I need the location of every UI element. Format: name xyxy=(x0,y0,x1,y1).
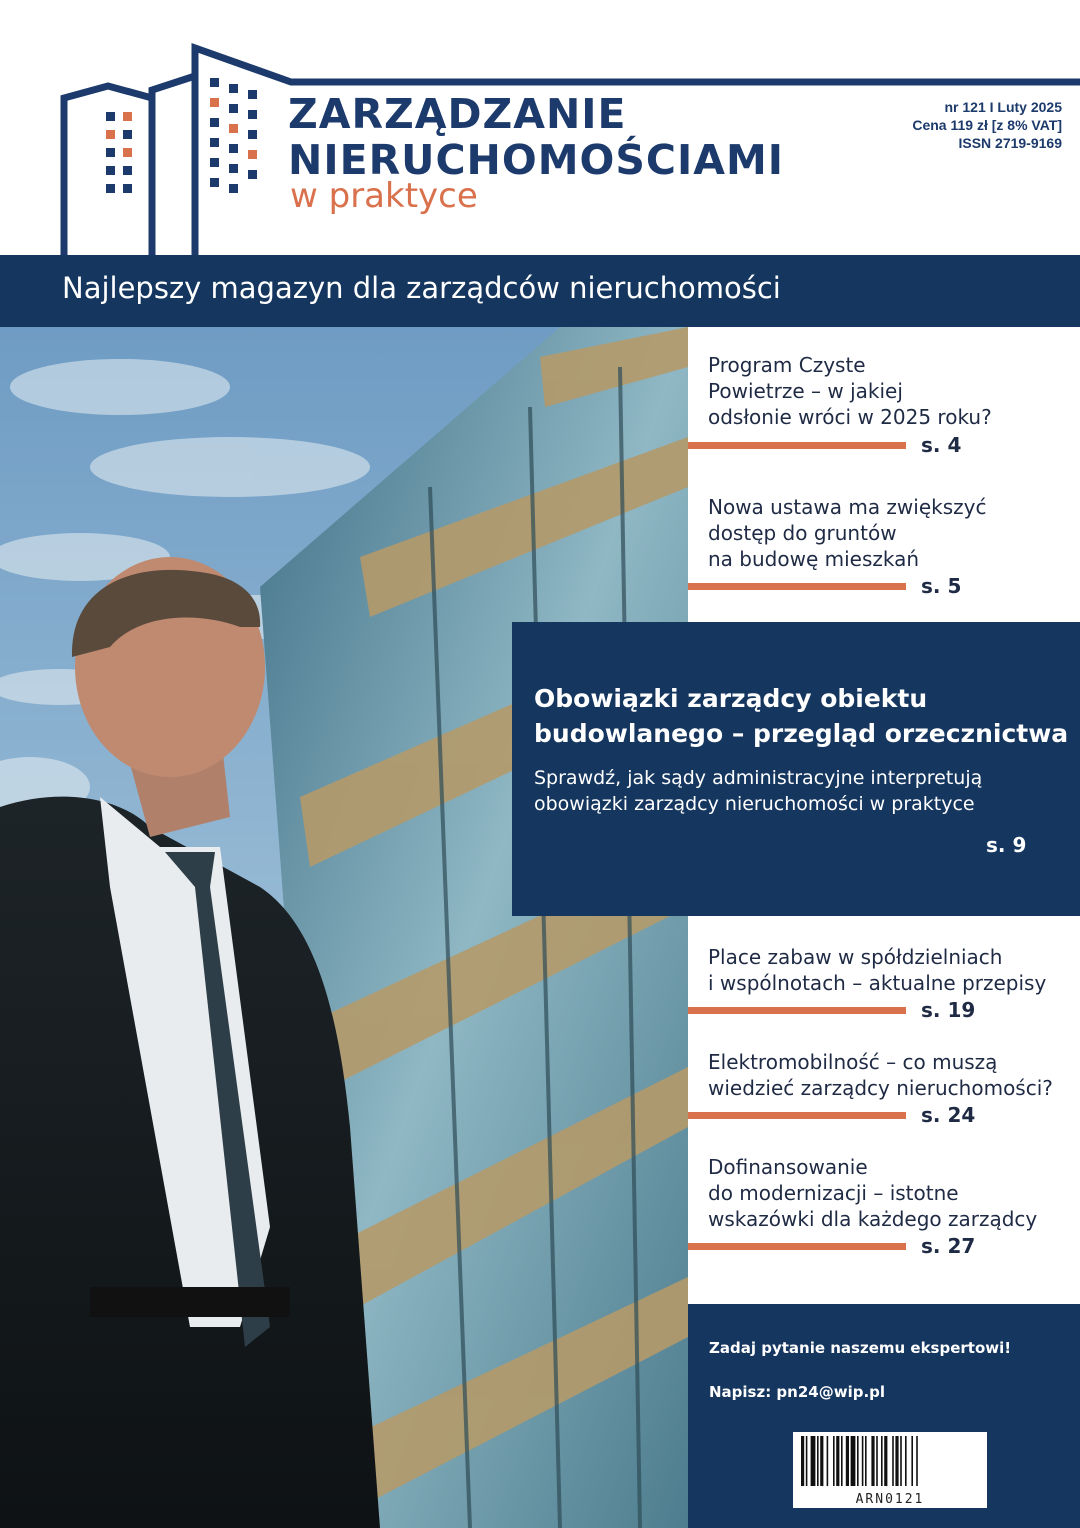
barcode-bar xyxy=(857,1436,859,1486)
barcode-bar xyxy=(846,1436,849,1486)
barcode-icon xyxy=(793,1432,987,1492)
barcode-bar xyxy=(871,1436,874,1486)
cover-photo-illustration xyxy=(0,327,688,1528)
article-title-line[interactable]: i wspólnotach – aktualne przepisy xyxy=(708,971,1047,995)
article-page-number[interactable]: s. 5 xyxy=(921,574,962,598)
barcode-bar xyxy=(900,1436,902,1486)
featured-lead-line: obowiązki zarządcy nieruchomości w praktyce xyxy=(534,793,975,815)
barcode-bar xyxy=(895,1436,898,1486)
article-title-line[interactable]: Elektromobilność – co muszą xyxy=(708,1050,998,1074)
article-divider xyxy=(688,583,906,590)
barcode-bar xyxy=(911,1436,913,1486)
issn-info: ISSN 2719-9169 xyxy=(958,135,1062,151)
barcode-bar xyxy=(905,1436,907,1486)
featured-title-line[interactable]: Obowiązki zarządcy obiektu xyxy=(534,684,928,713)
featured-page-number[interactable]: s. 9 xyxy=(986,833,1027,857)
barcode-bar xyxy=(841,1436,843,1486)
article-divider xyxy=(688,1007,906,1014)
featured-lead-line: Sprawdź, jak sądy administracyjne interpretują xyxy=(534,767,983,789)
barcode-bar xyxy=(862,1436,864,1486)
barcode-bar xyxy=(836,1436,839,1486)
barcode-bar xyxy=(833,1436,835,1486)
barcode-number: ARN0121 xyxy=(855,1492,925,1507)
price-info: Cena 119 zł [z 8% VAT] xyxy=(912,117,1062,133)
barcode-bar xyxy=(881,1436,883,1486)
article-title-line[interactable]: wiedzieć zarządcy nieruchomości? xyxy=(708,1076,1053,1100)
barcode-bar xyxy=(916,1436,918,1486)
barcode-bar xyxy=(801,1436,804,1486)
article-title-line[interactable]: Place zabaw w spółdzielniach xyxy=(708,945,1003,969)
article-title-line[interactable]: Nowa ustawa ma zwiększyć xyxy=(708,495,987,519)
barcode-bar xyxy=(884,1436,887,1486)
masthead-subtitle: w praktyce xyxy=(290,176,478,216)
article-title-line[interactable]: do modernizacji – istotne xyxy=(708,1181,959,1205)
ask-expert-text: Zadaj pytanie naszemu ekspertowi! xyxy=(709,1339,1012,1357)
article-page-number[interactable]: s. 24 xyxy=(921,1103,976,1127)
barcode-bar xyxy=(820,1436,823,1486)
masthead-title-line1: ZARZĄDZANIE xyxy=(288,90,627,138)
article-title-line[interactable]: odsłonie wróci w 2025 roku? xyxy=(708,405,992,429)
article-title-line[interactable]: Dofinansowanie xyxy=(708,1155,868,1179)
article-title-line[interactable]: Program Czyste xyxy=(708,353,866,377)
masthead-title-line2: NIERUCHOMOŚCIAMI xyxy=(288,136,785,184)
featured-title-line[interactable]: budowlanego – przegląd orzecznictwa xyxy=(534,719,1069,748)
barcode-bar xyxy=(827,1436,829,1486)
barcode-bar xyxy=(817,1436,819,1486)
article-title-line[interactable]: dostęp do gruntów xyxy=(708,521,897,545)
article-title-line[interactable]: na budowę mieszkań xyxy=(708,547,920,571)
barcode-bar xyxy=(851,1436,856,1486)
barcode-bar xyxy=(892,1436,894,1486)
article-page-number[interactable]: s. 4 xyxy=(921,433,962,457)
contact-email[interactable]: Napisz: pn24@wip.pl xyxy=(709,1383,886,1401)
tagline: Najlepszy magazyn dla zarządców nieruchomości xyxy=(62,271,781,305)
cover-photo xyxy=(0,327,688,1528)
article-title-line[interactable]: Powietrze – w jakiej xyxy=(708,379,903,403)
article-page-number[interactable]: s. 19 xyxy=(921,998,976,1022)
barcode-bar xyxy=(811,1436,816,1486)
barcode-bar xyxy=(876,1436,878,1486)
article-divider xyxy=(688,1243,906,1250)
article-page-number[interactable]: s. 27 xyxy=(921,1234,976,1258)
issue-info: nr 121 I Luty 2025 xyxy=(944,99,1062,115)
article-title-line[interactable]: wskazówki dla każdego zarządcy xyxy=(708,1207,1038,1231)
article-divider xyxy=(688,442,906,449)
barcode-bar xyxy=(865,1436,867,1486)
article-divider xyxy=(688,1112,906,1119)
barcode-bar xyxy=(806,1436,808,1486)
